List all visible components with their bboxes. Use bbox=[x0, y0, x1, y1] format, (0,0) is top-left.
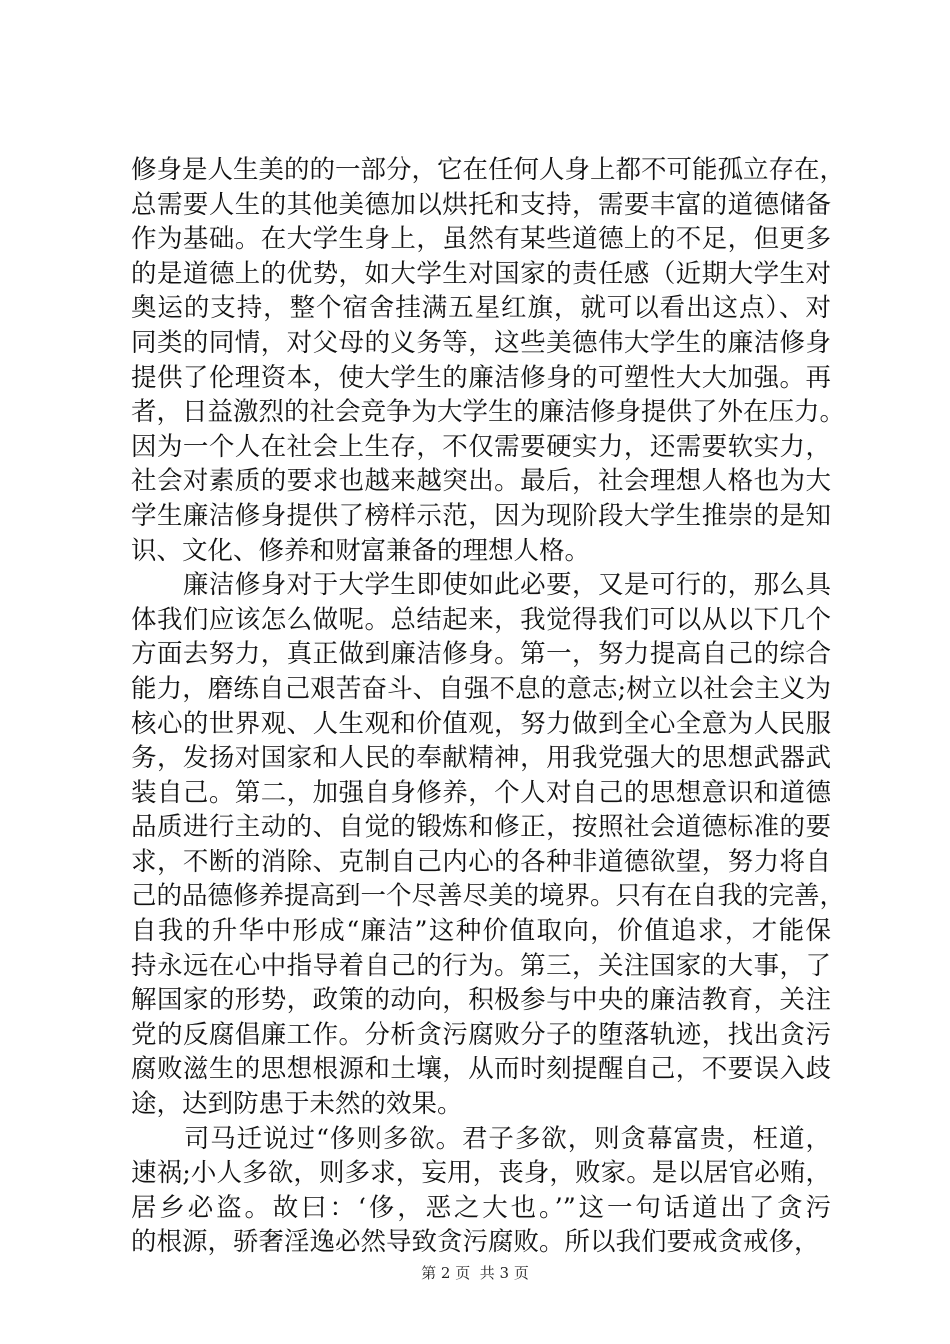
text-line: 司马迁说过“侈则多欲。君子多欲，则贪幕富贵，枉道， bbox=[131, 1123, 831, 1154]
text-line: 解国家的形势，政策的动向，积极参与中央的廉洁教育，关注 bbox=[131, 985, 831, 1016]
text-line: 总需要人生的其他美德加以烘托和支持，需要丰富的道德储备 bbox=[131, 189, 831, 220]
text-line: 党的反腐倡廉工作。分析贪污腐败分子的堕落轨迹，找出贪污 bbox=[131, 1019, 831, 1050]
text-line: 学生廉洁修身提供了榜样示范，因为现阶段大学生推崇的是知 bbox=[131, 500, 831, 531]
text-line: 社会对素质的要求也越来越突出。最后，社会理想人格也为大 bbox=[131, 466, 831, 497]
text-line: 奥运的支持，整个宿舍挂满五星红旗，就可以看出这点）、对 bbox=[131, 293, 831, 324]
text-line: 廉洁修身对于大学生即使如此必要，又是可行的，那么具 bbox=[131, 570, 831, 601]
text-line: 自我的升华中形成“廉洁”这种价值取向，价值追求，才能保 bbox=[131, 916, 831, 947]
text-line: 持永远在心中指导着自己的行为。第三，关注国家的大事，了 bbox=[131, 950, 831, 981]
text-line: 识、文化、修养和财富兼备的理想人格。 bbox=[131, 535, 591, 566]
text-line: 因为一个人在社会上生存，不仅需要硬实力，还需要软实力， bbox=[131, 431, 831, 462]
text-line: 腐败滋生的思想根源和土壤，从而时刻提醒自己，不要误入歧 bbox=[131, 1054, 831, 1085]
text-line: 己的品德修养提高到一个尽善尽美的境界。只有在自我的完善， bbox=[131, 881, 846, 912]
text-line: 方面去努力，真正做到廉洁修身。第一，努力提高自己的综合 bbox=[131, 639, 831, 670]
text-line: 居乡必盗。故曰：‘侈，恶之大也。’”这一句话道出了贪污 bbox=[131, 1192, 831, 1223]
text-line: 提供了伦理资本，使大学生的廉洁修身的可塑性大大加强。再 bbox=[131, 362, 831, 393]
text-line: 作为基础。在大学生身上，虽然有某些道德上的不足，但更多 bbox=[131, 224, 831, 255]
text-line: 品质进行主动的、自觉的锻炼和修正，按照社会道德标准的要 bbox=[131, 812, 831, 843]
text-line: 者，日益激烈的社会竞争为大学生的廉洁修身提供了外在压力。 bbox=[131, 397, 846, 428]
body-text bbox=[131, 153, 846, 1260]
text-line: 核心的世界观、人生观和价值观，努力做到全心全意为人民服 bbox=[131, 708, 831, 739]
page-footer: 第 2 页 共 3 页 bbox=[421, 1264, 529, 1282]
text-line: 体我们应该怎么做呢。总结起来，我觉得我们可以从以下几个 bbox=[131, 604, 831, 635]
text-line: 装自己。第二，加强自身修养，个人对自己的思想意识和道德 bbox=[131, 777, 831, 808]
text-line: 速祸;小人多欲，则多求，妄用，丧身，败家。是以居官必贿， bbox=[131, 1158, 831, 1189]
text-line: 的根源，骄奢淫逸必然导致贪污腐败。所以我们要戒贪戒侈， bbox=[131, 1227, 820, 1258]
text-line: 能力，磨练自己艰苦奋斗、自强不息的意志;树立以社会主义为 bbox=[131, 673, 831, 704]
text-line: 求，不断的消除、克制自己内心的各种非道德欲望，努力将自 bbox=[131, 846, 831, 877]
text-line: 的是道德上的优势，如大学生对国家的责任感（近期大学生对 bbox=[131, 258, 831, 289]
text-line: 修身是人生美的的一部分，它在任何人身上都不可能孤立存在， bbox=[131, 155, 846, 185]
text-line: 途，达到防患于未然的效果。 bbox=[131, 1089, 463, 1120]
text-line: 务，发扬对国家和人民的奉献精神，用我党强大的思想武器武 bbox=[131, 743, 831, 774]
text-line: 同类的同情，对父母的义务等，这些美德伟大学生的廉洁修身 bbox=[131, 327, 831, 358]
